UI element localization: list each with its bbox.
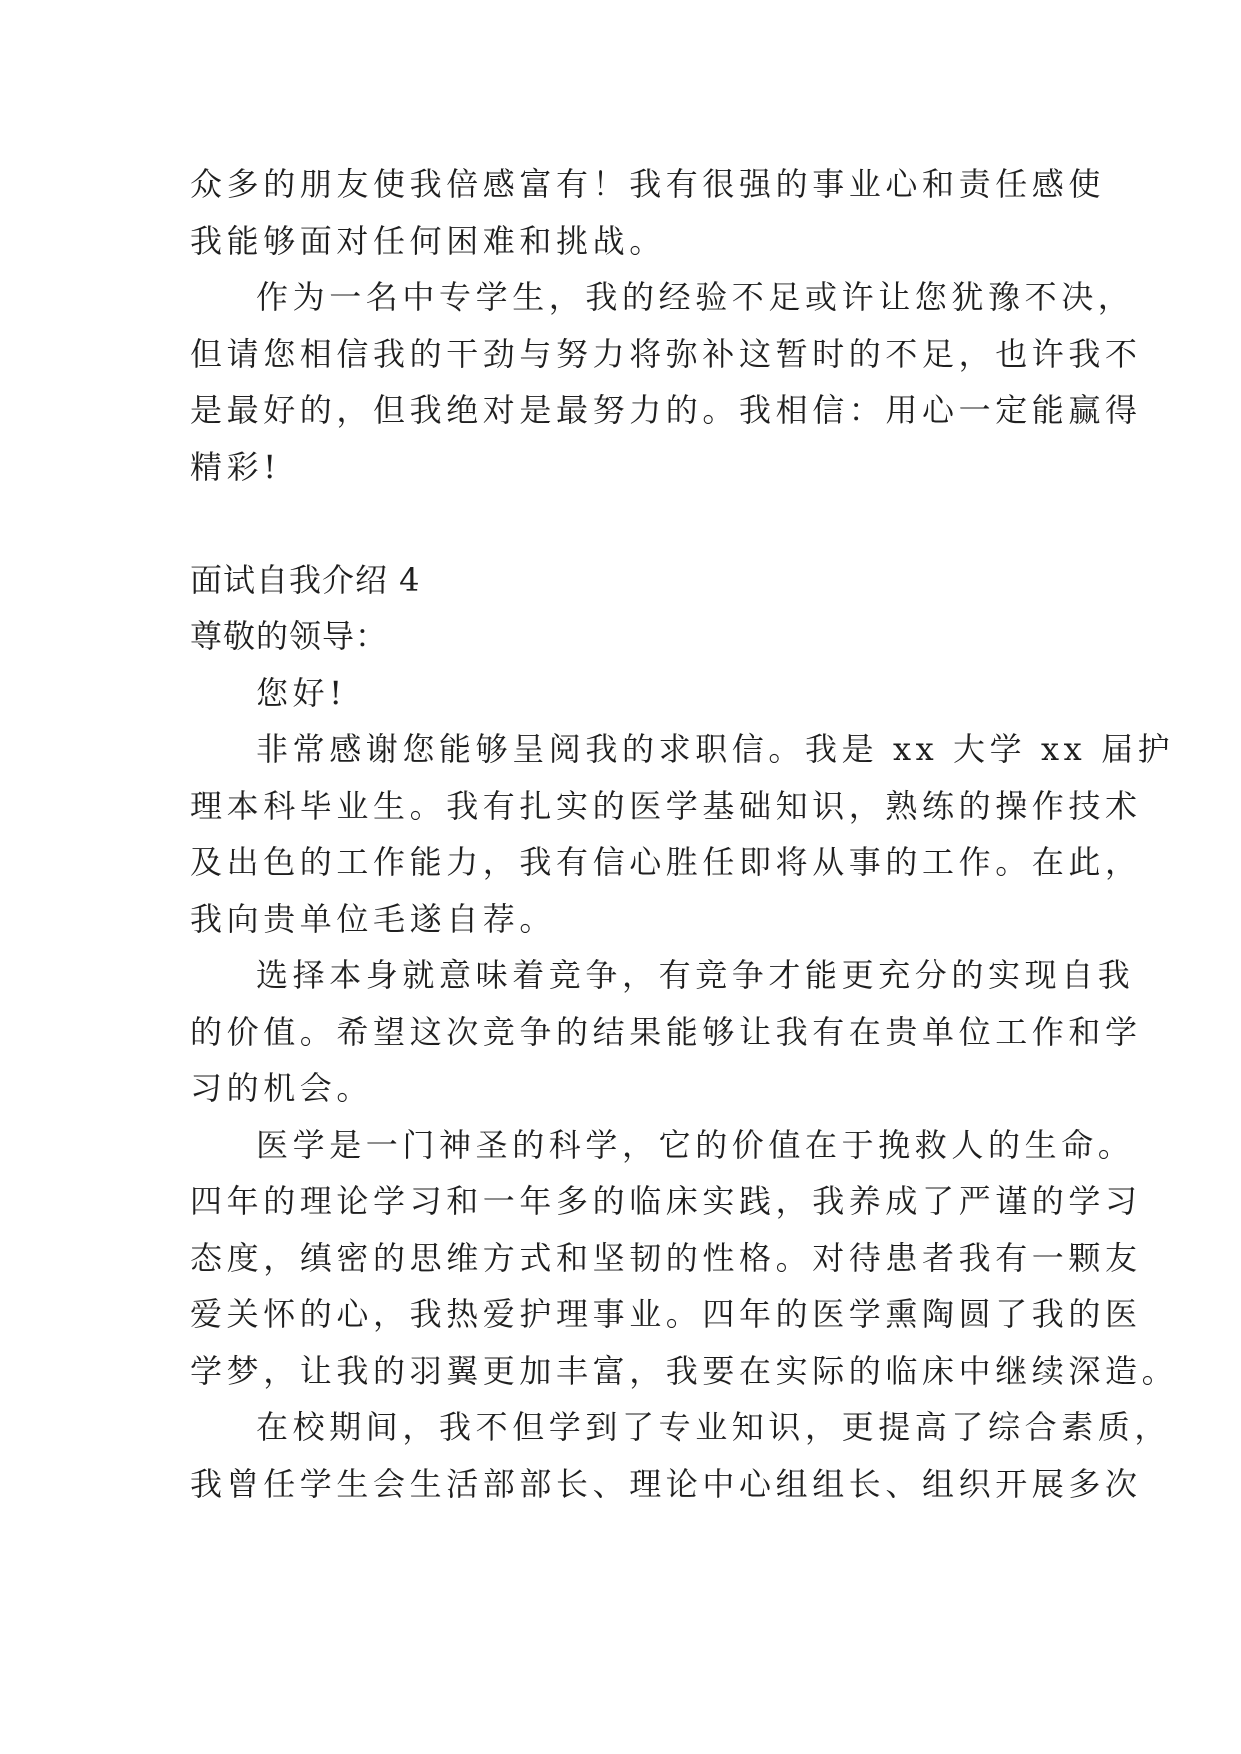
text-line: 精彩! xyxy=(190,447,281,486)
salutation: 尊敬的领导： xyxy=(190,617,389,655)
text-line: 众多的朋友使我倍感富有！我有很强的事业心和责任感使 xyxy=(190,165,1106,203)
text-line: 理本科毕业生。我有扎实的医学基础知识，熟练的操作技术 xyxy=(190,786,1142,825)
text-line: 我曾任学生会生活部部长、理论中心组组长、组织开展多次 xyxy=(190,1464,1142,1503)
text-line: 但请您相信我的干劲与努力将弥补这暂时的不足，也许我不 xyxy=(190,334,1142,373)
text-line: 的价值。希望这次竞争的结果能够让我有在贵单位工作和学 xyxy=(190,1012,1142,1051)
text-line: 习的机会。 xyxy=(190,1069,374,1107)
document-body xyxy=(190,156,1179,1512)
paragraph-start: 选择本身就意味着竞争，有竞争才能更充分的实现自我 xyxy=(256,956,1135,994)
text-line: 我向贵单位毛遂自荐。 xyxy=(190,899,557,938)
paragraph-start: 在校期间，我不但学到了专业知识，更提高了综合素质， xyxy=(256,1408,1172,1446)
text-line: 及出色的工作能力，我有信心胜任即将从事的工作。在此， xyxy=(190,843,1142,881)
text-line: 爱关怀的心，我热爱护理事业。四年的医学熏陶圆了我的医 xyxy=(190,1295,1142,1333)
text-line: 学梦，让我的羽翼更加丰富，我要在实际的临床中继续深造。 xyxy=(190,1351,1179,1390)
section-heading: 面试自我介绍 4 xyxy=(190,560,421,599)
section-gap xyxy=(190,495,1060,552)
text-line: 四年的理论学习和一年多的临床实践，我养成了严谨的学习 xyxy=(190,1182,1142,1220)
text-line: 是最好的，但我绝对是最努力的。我相信：用心一定能赢得 xyxy=(190,391,1142,429)
text-line: 我能够面对任何困难和挑战。 xyxy=(190,221,666,260)
paragraph-start: 非常感谢您能够呈阅我的求职信。我是 xx 大学 xx 届护 xyxy=(256,730,1175,768)
text-line: 态度，缜密的思维方式和坚韧的性格。对待患者我有一颗友 xyxy=(190,1238,1142,1277)
greeting: 您好! xyxy=(256,673,347,712)
paragraph-start: 作为一名中专学生，我的经验不足或许让您犹豫不决， xyxy=(256,278,1135,316)
paragraph-start: 医学是一门神圣的科学，它的价值在于挽救人的生命。 xyxy=(256,1125,1135,1164)
